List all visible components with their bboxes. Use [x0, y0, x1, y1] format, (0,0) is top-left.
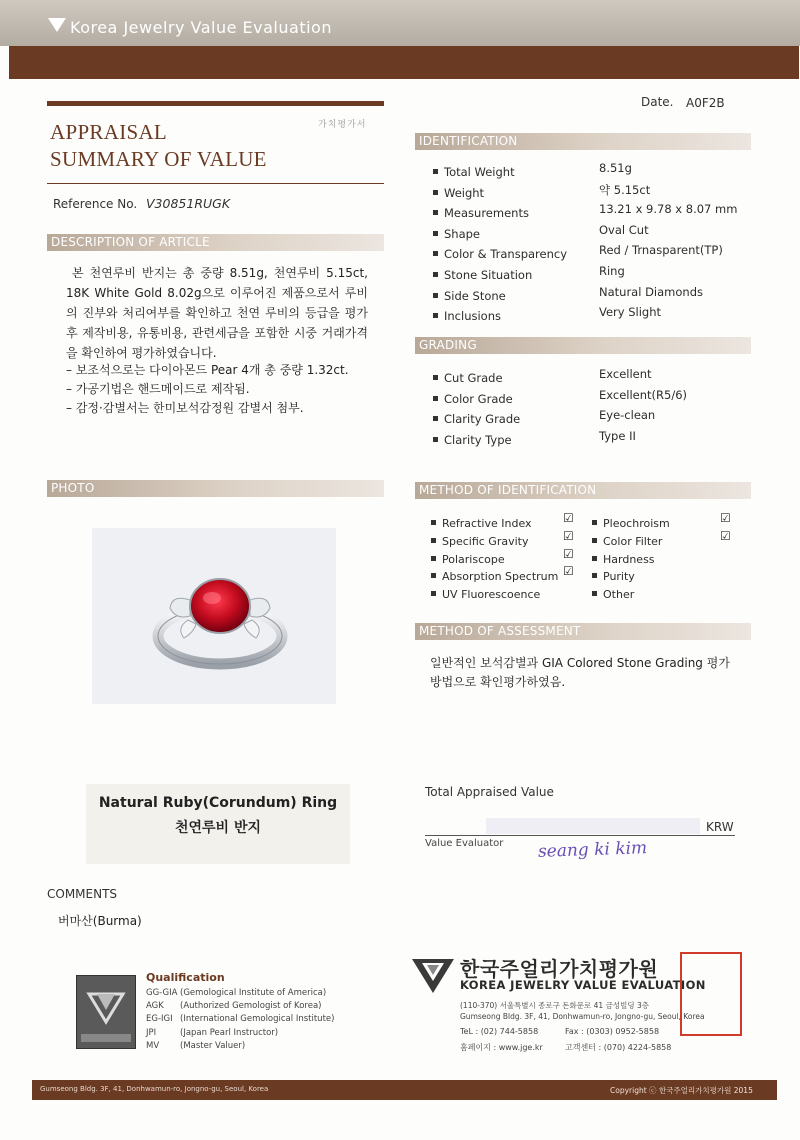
- logo-icon: [48, 18, 66, 32]
- method-identification-heading-bar: [415, 482, 751, 499]
- description-note: – 감정·감별서는 한미보석감정원 감별서 첨부.: [66, 401, 304, 415]
- qualification-code: JPI: [146, 1027, 157, 1038]
- diamond-badge-icon: [77, 976, 135, 1048]
- bullet-icon: [433, 251, 438, 256]
- bullet-icon: [433, 293, 438, 298]
- org-address-ko: (110-370) 서울특별시 종로구 돈화문로 41 금성빌딩 3층: [460, 1001, 649, 1010]
- bullet-icon: [433, 396, 438, 401]
- description-heading-bar: [47, 234, 384, 251]
- row-value: 약 5.15ct: [599, 182, 651, 197]
- method-label-text: Purity: [603, 570, 635, 584]
- row-label-text: Stone Situation: [444, 267, 533, 282]
- qualification-code: EG-IGI: [146, 1014, 173, 1025]
- qualification-desc: (Japan Pearl Instructor): [180, 1027, 279, 1038]
- row-label-text: Total Weight: [444, 165, 515, 179]
- qualification-desc: (International Gemological Institute): [180, 1014, 335, 1025]
- qualification-list: [146, 988, 386, 1054]
- comments-heading: COMMENTS: [47, 887, 118, 901]
- value-label: Total Appraised Value: [425, 785, 554, 799]
- list-item: [146, 1014, 386, 1027]
- bullet-icon: [433, 313, 438, 318]
- row-value: Ring: [599, 263, 625, 278]
- row-value: 8.51g: [599, 161, 632, 175]
- org-tel: TeL : (02) 744-5858: [460, 1027, 539, 1036]
- list-item: [592, 530, 742, 548]
- bullet-icon: [433, 437, 438, 442]
- bullet-icon: [592, 591, 597, 596]
- photo-heading: PHOTO: [51, 481, 95, 495]
- list-item: [592, 583, 742, 601]
- method-label-text: Specific Gravity: [442, 534, 529, 548]
- row-label: [433, 206, 529, 220]
- title-korean: 가치평가서: [318, 120, 367, 130]
- method-label: [431, 588, 540, 601]
- method-label-text: Hardness: [603, 552, 655, 566]
- bullet-icon: [431, 556, 436, 561]
- footer-address: Gumseong Bldg. 3F, 41, Donhwamun-ro, Jongno-gu, Seoul, Korea: [40, 1085, 269, 1093]
- bullet-icon: [431, 591, 436, 596]
- row-value: Excellent: [599, 367, 652, 381]
- method-label: [431, 553, 505, 566]
- row-label-text: Weight: [444, 185, 485, 200]
- bullet-icon: [433, 210, 438, 215]
- footer-copyright: Copyright ⓒ 한국주얼리가치평가원 2015: [610, 1086, 753, 1095]
- evaluator-signature: seang ki kim: [537, 838, 648, 862]
- qualification-badge: [76, 975, 136, 1049]
- row-label: [433, 412, 520, 426]
- table-row: [433, 388, 753, 409]
- method-label: [592, 588, 634, 601]
- qualification-desc: (Gemological Institute of America): [180, 988, 327, 998]
- method-label-text: Absorption Spectrum: [442, 570, 559, 584]
- bullet-icon: [431, 573, 436, 578]
- identification-heading: IDENTIFICATION: [419, 134, 518, 148]
- row-value: Very Slight: [599, 305, 662, 320]
- page-title-line2: SUMMARY OF VALUE: [50, 147, 267, 171]
- row-label: [433, 371, 503, 385]
- comments-text: 버마산(Burma): [58, 914, 142, 928]
- table-row: [433, 264, 753, 285]
- row-label: [433, 186, 484, 200]
- method-list-left: [431, 512, 581, 601]
- row-label: [433, 268, 532, 282]
- org-fax: Fax : (0303) 0952-5858: [565, 1027, 660, 1036]
- bullet-icon: [431, 520, 436, 525]
- bullet-icon: [433, 190, 438, 195]
- org-center: 고객센터 : (070) 4224-5858: [565, 1043, 672, 1052]
- qualification-desc: (Authorized Gemologist of Korea): [180, 1001, 322, 1012]
- method-label-text: UV Fluorescoence: [442, 588, 541, 602]
- row-label-text: Clarity Type: [444, 432, 512, 447]
- list-item: [146, 1001, 386, 1014]
- row-value: 13.21 x 9.78 x 8.07 mm: [599, 202, 738, 217]
- date-label: Date.: [641, 95, 674, 109]
- bullet-icon: [592, 556, 597, 561]
- row-label-text: Clarity Grade: [444, 412, 521, 427]
- checkbox-checked-icon: ☑: [563, 546, 574, 561]
- assessment-text-line1: 일반적인 보석감별과 GIA Colored Stone Grading 평가: [430, 656, 730, 670]
- description-paragraph: 본 천연루비 반지는 총 중량 8.51g, 천연루비 5.15ct, 18K White Gold 8.02g으로 이루어진 제품으로서 루비의 진부와 처리여부를 확인하고 천연 루비의 등급을 평가 후 제작비용, 유통비용, 관련세금을 포함한 시중 거래가격을 확인하여 평가하였습니다.: [66, 266, 368, 360]
- description-note: – 보조석으로는 다이아몬드 Pear 4개 총 중량 1.32ct.: [66, 363, 349, 377]
- value-redacted-box: [486, 818, 700, 834]
- row-label-text: Side Stone: [444, 288, 506, 303]
- list-item: [146, 988, 386, 1001]
- evaluator-label: Value Evaluator: [425, 838, 504, 849]
- row-label-text: Shape: [444, 226, 481, 241]
- row-label: [433, 227, 480, 241]
- method-assessment-heading: METHOD OF ASSESSMENT: [419, 624, 581, 638]
- method-identification-heading: METHOD OF IDENTIFICATION: [419, 483, 597, 497]
- list-item: [431, 512, 581, 530]
- reference-value: V30851RUGK: [146, 196, 231, 211]
- reference-label: Reference No.: [53, 197, 138, 211]
- method-label-text: Color Filter: [603, 534, 663, 548]
- table-row: [433, 408, 753, 429]
- table-row: [433, 161, 753, 182]
- bullet-icon: [433, 272, 438, 277]
- identification-table: [433, 161, 753, 326]
- method-list-right: [592, 512, 742, 601]
- photo-heading-bar: [47, 480, 384, 497]
- bullet-icon: [433, 375, 438, 380]
- row-value: Eye-clean: [599, 408, 656, 423]
- identification-heading-bar: [415, 133, 751, 150]
- header-title: Korea Jewelry Value Evaluation: [70, 18, 332, 37]
- table-row: [433, 429, 753, 450]
- list-item: [592, 565, 742, 583]
- row-value: Type II: [599, 428, 636, 443]
- bullet-icon: [433, 416, 438, 421]
- grading-heading: GRADING: [419, 338, 477, 352]
- table-row: [433, 367, 753, 388]
- method-label-text: Polariscope: [442, 552, 505, 566]
- row-value: Oval Cut: [599, 222, 649, 237]
- list-item: [146, 1041, 386, 1054]
- row-value: Natural Diamonds: [599, 284, 703, 299]
- method-label-text: Refractive Index: [442, 517, 532, 530]
- row-label-text: Measurements: [444, 206, 529, 221]
- method-label: [592, 570, 635, 583]
- photo-caption-en: Natural Ruby(Corundum) Ring: [98, 795, 338, 811]
- method-label: [431, 570, 558, 583]
- row-value: Excellent(R5/6): [599, 387, 688, 402]
- checkbox-checked-icon: ☑: [563, 564, 574, 579]
- checkbox-checked-icon: ☑: [720, 511, 731, 525]
- method-label-text: Pleochroism: [603, 517, 670, 530]
- list-item: [146, 1028, 386, 1041]
- table-row: [433, 243, 753, 264]
- org-name-en: KOREA JEWELRY VALUE EVALUATION: [460, 978, 706, 992]
- org-name-ko: 한국주얼리가치평가원: [460, 957, 659, 981]
- official-seal: [680, 952, 742, 1036]
- table-row: [433, 305, 753, 326]
- list-item: [431, 583, 581, 601]
- list-item: [431, 548, 581, 566]
- value-currency: KRW: [706, 820, 734, 834]
- row-label-text: Color & Transparency: [444, 247, 568, 262]
- qualification-heading: Qualification: [146, 971, 225, 984]
- org-address-en: Gumseong Bldg. 3F, 41, Donhwamun-ro, Jongno-gu, Seoul, Korea: [460, 1012, 705, 1021]
- row-label: [433, 289, 506, 303]
- org-logo-icon: [410, 955, 456, 995]
- qualification-code: GG-GIA: [146, 988, 178, 998]
- method-label-text: Other: [603, 588, 635, 602]
- list-item: [592, 512, 742, 530]
- method-label: [592, 535, 662, 548]
- date-value: A0F2B: [686, 96, 725, 110]
- row-label: [433, 433, 512, 447]
- method-label: [592, 553, 655, 566]
- page-title-line1: APPRAISAL: [50, 120, 168, 144]
- photo-caption-ko: 천연루비 반지: [174, 820, 262, 836]
- method-label: [431, 517, 532, 530]
- row-label-text: Color Grade: [444, 391, 513, 406]
- method-label: [592, 517, 670, 530]
- checkbox-checked-icon: ☑: [720, 528, 731, 543]
- table-row: [433, 285, 753, 306]
- bullet-icon: [431, 538, 436, 543]
- bullet-icon: [433, 169, 438, 174]
- row-label-text: Inclusions: [444, 309, 501, 324]
- list-item: [592, 548, 742, 566]
- row-label: [433, 309, 501, 323]
- bullet-icon: [592, 573, 597, 578]
- list-item: [431, 530, 581, 548]
- ring-photo: [92, 528, 336, 704]
- table-row: [433, 182, 753, 203]
- description-heading: DESCRIPTION OF ARTICLE: [51, 235, 210, 249]
- qualification-code: MV: [146, 1040, 160, 1051]
- qualification-code: AGK: [146, 1001, 164, 1012]
- grading-heading-bar: [415, 337, 751, 354]
- checkbox-checked-icon: ☑: [563, 528, 574, 543]
- bullet-icon: [592, 538, 597, 543]
- row-label: [433, 165, 515, 179]
- bullet-icon: [592, 520, 597, 525]
- description-note: – 가공기법은 핸드메이드로 제작됨.: [66, 382, 250, 396]
- title-top-rule: [47, 101, 384, 106]
- row-value: Red / Trnasparent(TP): [599, 243, 723, 258]
- method-label: [431, 535, 529, 548]
- ruby-ring-icon: [92, 528, 336, 704]
- qualification-desc: (Master Valuer): [180, 1040, 246, 1051]
- checkbox-checked-icon: ☑: [563, 511, 574, 525]
- bullet-icon: [433, 231, 438, 236]
- value-underline: [425, 835, 735, 836]
- method-assessment-heading-bar: [415, 623, 751, 640]
- header-brown-bar: [9, 46, 799, 79]
- list-item: [431, 565, 581, 583]
- grading-table: [433, 367, 753, 449]
- table-row: [433, 202, 753, 223]
- org-web: 홈페이지 : www.jge.kr: [460, 1043, 543, 1052]
- assessment-text-line2: 방법으로 확인평가하였음.: [430, 675, 566, 689]
- row-label: [433, 247, 567, 261]
- row-label: [433, 392, 513, 406]
- title-bottom-rule: [47, 183, 384, 184]
- row-label-text: Cut Grade: [444, 371, 503, 385]
- table-row: [433, 223, 753, 244]
